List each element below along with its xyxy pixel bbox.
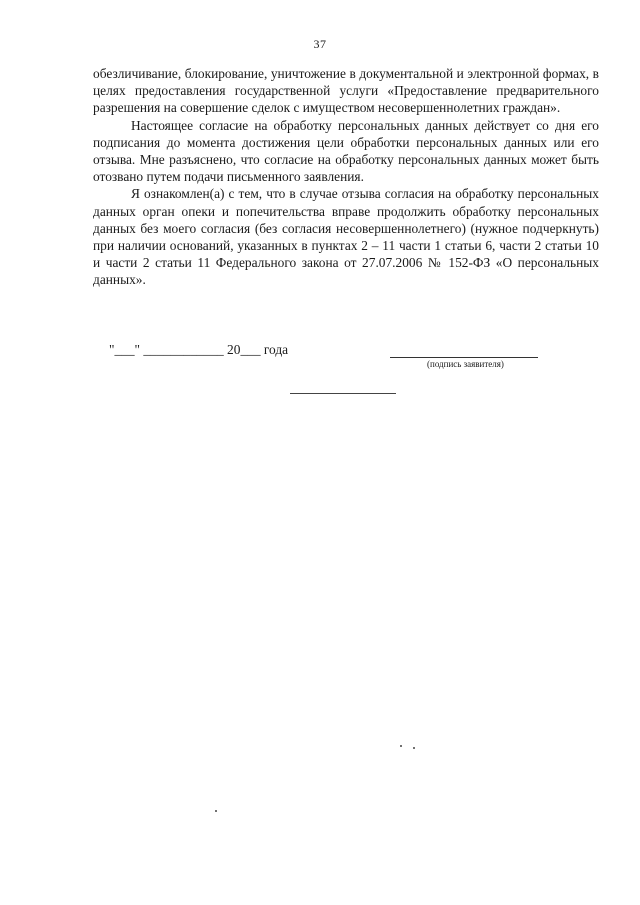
section-divider xyxy=(290,393,396,394)
paragraph-processing-purpose: обезличивание, блокирование, уничтожение в документальной и электронной формах, в целях предоставления государственной услуги «Предоставление предварительного разрешения на совершение сделок с имуществом несовершеннолетних граждан». xyxy=(93,66,599,116)
signature-line xyxy=(390,357,538,358)
document-body xyxy=(93,65,599,289)
paragraph-consent-validity: Настоящее согласие на обработку персональных данных действует со дня его подписания до момента достижения цели обработки персональных данных или его отзыва. Мне разъяснено, что согласие на обработку персональных данных может быть отозвано путем подачи письменного заявления. xyxy=(93,117,599,185)
scan-speck xyxy=(413,747,415,749)
paragraph-withdrawal-notice: Я ознакомлен(а) с тем, что в случае отзыва согласия на обработку персональных данных орган опеки и попечительства вправе продолжить обработку персональных данных без моего согласия (без согласия несовершеннолетнего) (нужное подчеркнуть) при наличии оснований, указанных в пунктах 2 – 11 части 1 статьи 6, части 2 статьи 10 и части 2 статьи 11 Федерального закона от 27.07.2006 № 152-ФЗ «О персональных данных». xyxy=(93,186,599,288)
scan-speck xyxy=(215,810,217,812)
scan-speck xyxy=(400,745,402,747)
page-number: 37 xyxy=(313,37,327,51)
signature-date-line: "___" ____________ 20___ года xyxy=(109,342,289,357)
signature-caption: (подпись заявителя) xyxy=(427,359,504,369)
